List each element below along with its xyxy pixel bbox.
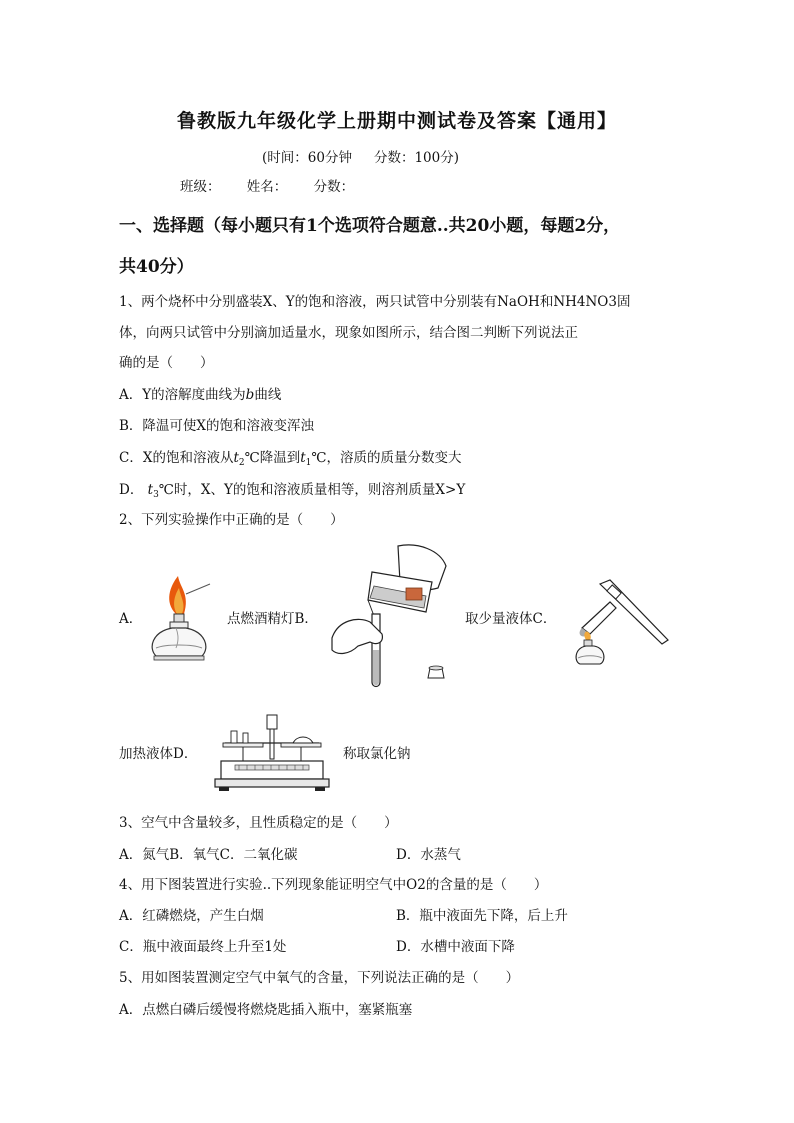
q2-option-a-label: A． — [119, 611, 143, 627]
q2-label-weigh-nacl: 称取氯化钠 — [343, 746, 411, 762]
q2-label-heat-liquid: 加热液体D． — [119, 746, 198, 762]
q5-stem: 5、用如图装置测定空气中氧气的含量，下列说法正确的是（ ） — [119, 970, 520, 986]
heating-liquid-illustration — [572, 578, 672, 668]
q4-stem: 4、用下图装置进行实验..下列现象能证明空气中O2的含量的是（ ） — [119, 877, 548, 893]
q3-options-abc: A．氮气B．氧气C．二氧化碳 — [119, 847, 298, 863]
q4-option-b: B．瓶中液面先下降，后上升 — [396, 908, 568, 924]
page-title: 鲁教版九年级化学上册期中测试卷及答案【通用】 — [176, 110, 617, 132]
section-heading-line2: 共40分） — [119, 257, 194, 277]
q3-option-d: D．水蒸气 — [396, 847, 461, 863]
q5-option-a: A．点燃白磷后缓慢将燃烧匙插入瓶中，塞紧瓶塞 — [119, 1002, 413, 1018]
student-info — [180, 175, 376, 195]
q1-stem-line3: 确的是（ ） — [119, 355, 214, 371]
q1-option-a: A．Y的溶解度曲线为b曲线 — [119, 387, 282, 403]
q1-option-c: C．X的饱和溶液从$t_2℃$降温到$t_1℃$，溶质的质量分数变大 — [119, 450, 462, 468]
q4-option-a: A．红磷燃烧，产生白烟 — [119, 908, 264, 924]
name-label: 姓名： — [246, 179, 288, 195]
q4-option-c: C．瓶中液面最终上升至1处 — [119, 939, 287, 955]
q1-option-b: B．降温可使X的饱和溶液变浑浊 — [119, 418, 315, 434]
alcohol-lamp-illustration — [146, 572, 212, 664]
q2-label-light-lamp: 点燃酒精灯B． — [227, 611, 318, 627]
q2-stem: 2、下列实验操作中正确的是（ ） — [119, 512, 344, 528]
section-heading-line1: 一、选择题（每小题只有1个选项符合题意..共20小题，每题2分， — [119, 216, 621, 236]
q1-option-d: D． $t_3℃$时，X、Y的饱和溶液质量相等，则溶剂质量X>Y — [119, 482, 466, 500]
q1-stem-line1: 1、两个烧杯中分别盛装X、Y的饱和溶液，两只试管中分别装有NaOH和NH4NO3固 — [119, 294, 631, 310]
exam-time: (时间：60分钟 — [262, 150, 352, 166]
q2-label-take-liquid: 取少量液体C． — [465, 611, 557, 627]
balance-illustration — [213, 713, 331, 793]
score-label: 分数： — [313, 179, 355, 195]
exam-meta — [262, 146, 459, 166]
q3-stem: 3、空气中含量较多，且性质稳定的是（ ） — [119, 815, 398, 831]
q4-option-d: D．水槽中液面下降 — [396, 939, 515, 955]
class-label: 班级： — [180, 179, 221, 195]
pouring-liquid-illustration — [328, 542, 456, 690]
exam-score: 分数：100分) — [373, 150, 459, 166]
q1-stem-line2: 体，向两只试管中分别滴加适量水，现象如图所示，结合图二判断下列说法正 — [119, 325, 578, 341]
